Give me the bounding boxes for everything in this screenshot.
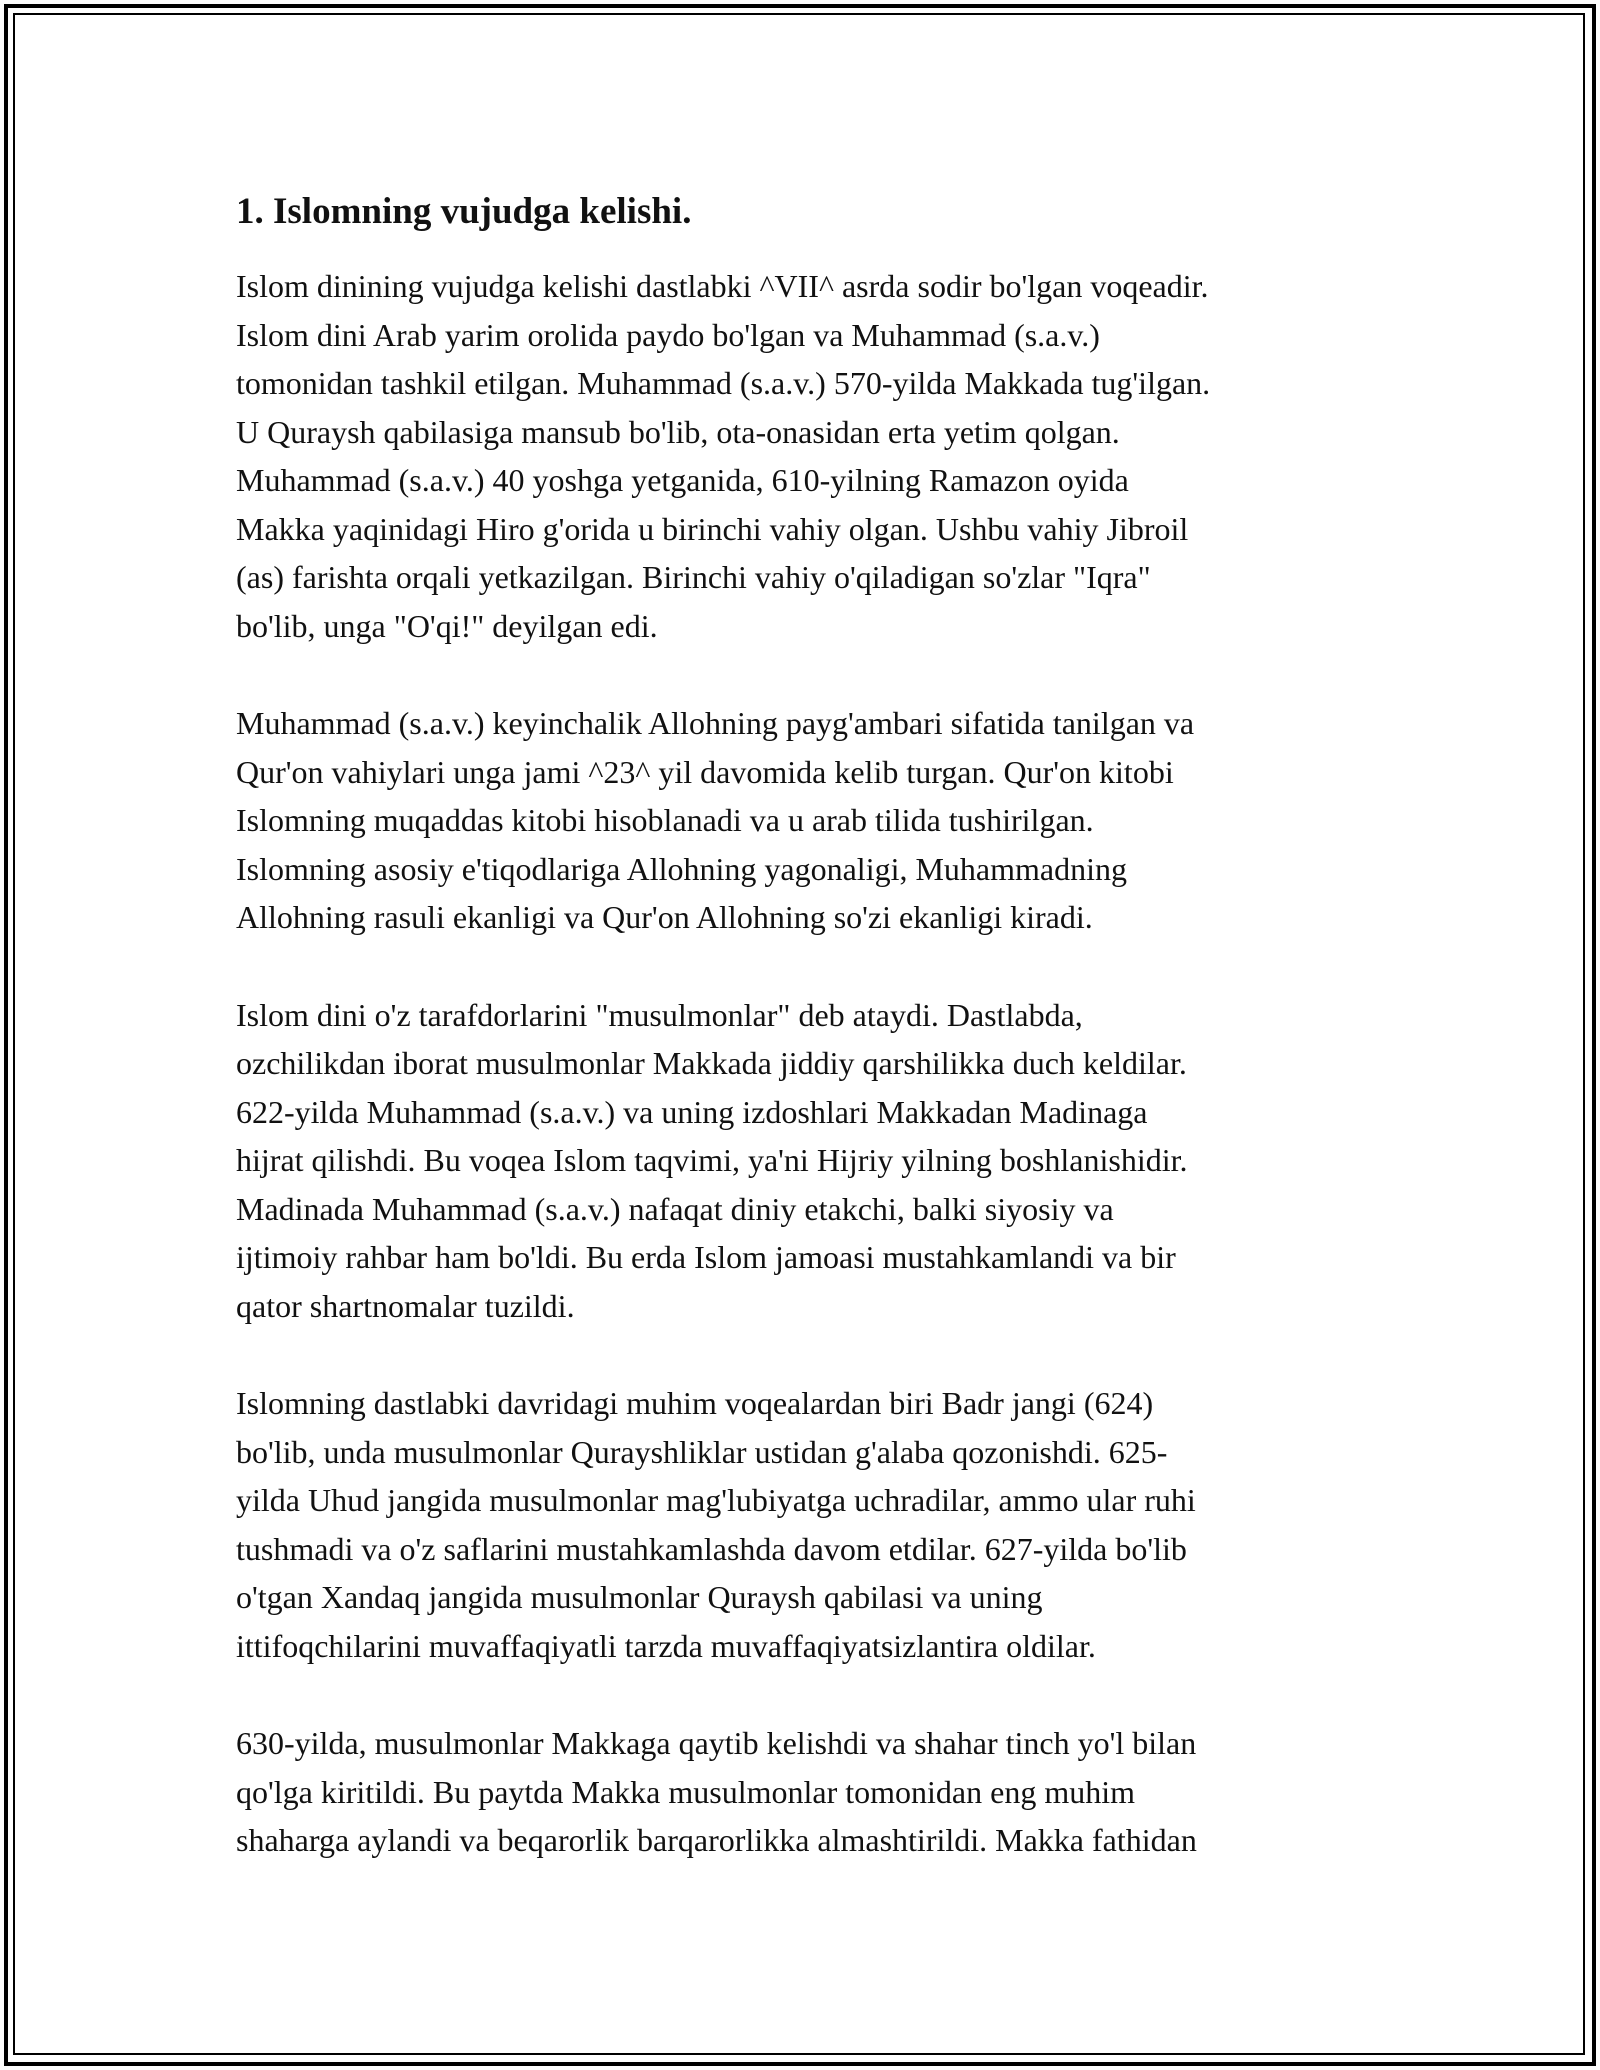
paragraph-line: Islomning asosiy e'tiqodlariga Allohning yagonaligi, Muhammadning: [236, 850, 1127, 887]
paragraph-line: o'tgan Xandaq jangida musulmonlar Quraysh qabilasi va uning: [236, 1579, 1043, 1615]
paragraph-line: Islom dinining vujudga kelishi dastlabki ^VII^ asrda sodir bo'lgan voqeadir.: [236, 268, 1209, 304]
paragraph-2: [236, 699, 1366, 942]
paragraph-line: Islomning dastlabki davridagi muhim voqealardan biri Badr jangi (624): [236, 1385, 1154, 1421]
paragraph-line: ittifoqchilarini muvaffaqiyatli tarzda muvaffaqiyatsizlantira oldilar.: [236, 1627, 1096, 1664]
paragraph-line: Islom dini Arab yarim orolida paydo bo'lgan va Muhammad (s.a.v.): [236, 316, 1100, 353]
paragraph-line: Muhammad (s.a.v.) keyinchalik Allohning payg'ambari sifatida tanilgan va: [236, 705, 1195, 741]
paragraph-line: bo'lib, unga "O'qi!" deyilgan edi.: [236, 607, 658, 644]
paragraph-line: Islomning muqaddas kitobi hisoblanadi va u arab tilida tushirilgan.: [236, 802, 1094, 838]
paragraph-line: Madinada Muhammad (s.a.v.) nafaqat diniy etakchi, balki siyosiy va: [236, 1190, 1114, 1227]
paragraph-line: qator shartnomalar tuzildi.: [236, 1287, 575, 1324]
paragraph-line: Qur'on vahiylari unga jami ^23^ yil davomida kelib turgan. Qur'on kitobi: [236, 753, 1174, 790]
paragraph-line: ozchilikdan iborat musulmonlar Makkada jiddiy qarshilikka duch keldilar.: [236, 1045, 1187, 1081]
paragraph-line: qo'lga kiritildi. Bu paytda Makka musulmonlar tomonidan eng muhim: [236, 1773, 1135, 1810]
paragraph-line: hijrat qilishdi. Bu voqea Islom taqvimi, ya'ni Hijriy yilning boshlanishidir.: [236, 1142, 1188, 1178]
paragraph-line: shaharga aylandi va beqarorlik barqarorlikka almashtirildi. Makka fathidan: [236, 1822, 1197, 1858]
paragraph-line: ijtimoiy rahbar ham bo'ldi. Bu erda Islom jamoasi mustahkamlandi va bir: [236, 1239, 1176, 1275]
paragraph-3: [236, 991, 1366, 1331]
paragraph-4: [236, 1379, 1366, 1670]
paragraph-line: tomonidan tashkil etilgan. Muhammad (s.a.v.) 570-yilda Makkada tug'ilgan.: [236, 365, 1211, 401]
paragraph-5: [236, 1719, 1366, 1865]
paragraph-line: 622-yilda Muhammad (s.a.v.) va uning izdoshlari Makkadan Madinaga: [236, 1093, 1148, 1130]
paragraph-line: Makka yaqinidagi Hiro g'orida u birinchi vahiy olgan. Ushbu vahiy Jibroil: [236, 510, 1189, 547]
paragraph-line: bo'lib, unda musulmonlar Qurayshliklar ustidan g'alaba qozonishdi. 625-: [236, 1433, 1168, 1470]
paragraph-line: Muhammad (s.a.v.) 40 yoshga yetganida, 610-yilning Ramazon oyida: [236, 462, 1129, 498]
paragraph-line: Islom dini o'z tarafdorlarini "musulmonlar" deb ataydi. Dastlabda,: [236, 996, 1083, 1033]
document-content: [236, 186, 1366, 1914]
paragraph-line: yilda Uhud jangida musulmonlar mag'lubiyatga uchradilar, ammo ular ruhi: [236, 1482, 1196, 1518]
paragraph-line: tushmadi va o'z saflarini mustahkamlashda davom etdilar. 627-yilda bo'lib: [236, 1530, 1187, 1567]
paragraph-1: [236, 262, 1366, 650]
paragraph-line: U Quraysh qabilasiga mansub bo'lib, ota-onasidan erta yetim qolgan.: [236, 413, 1120, 450]
section-heading: 1. Islomning vujudga kelishi.: [236, 191, 692, 232]
paragraph-line: 630-yilda, musulmonlar Makkaga qaytib kelishdi va shahar tinch yo'l bilan: [236, 1725, 1197, 1761]
paragraph-line: Allohning rasuli ekanligi va Qur'on Allohning so'zi ekanligi kiradi.: [236, 899, 1093, 935]
paragraph-line: (as) farishta orqali yetkazilgan. Birinchi vahiy o'qiladigan so'zlar "Iqra": [236, 559, 1151, 595]
